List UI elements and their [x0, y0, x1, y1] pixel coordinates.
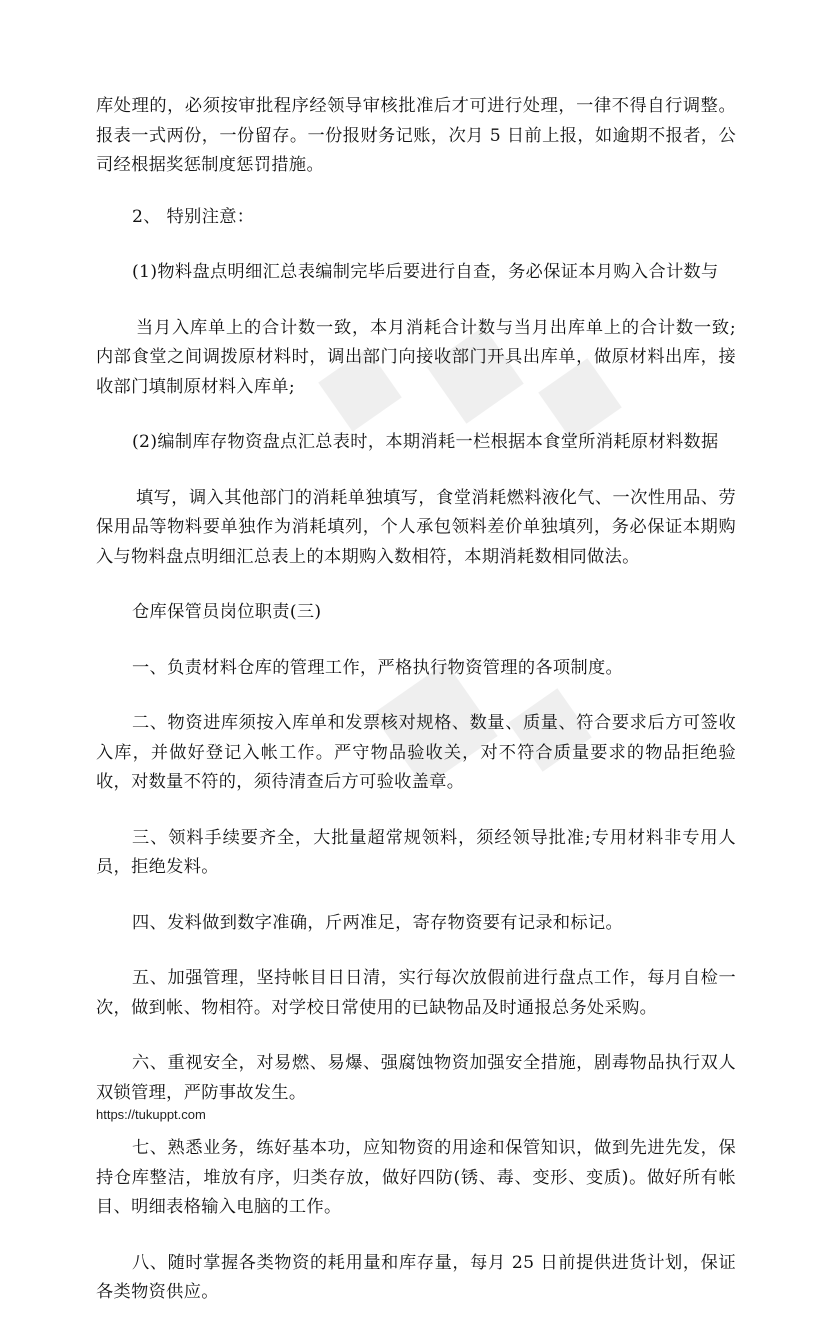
duty-item-5: 五、加强管理，坚持帐目日日清，实行每次放假前进行盘点工作，每月自检一次，做到帐、物相符。对学校日常使用的已缺物品及时通报总务处采购。	[96, 968, 736, 1018]
duty-item-1: 一、负责材料仓库的管理工作，严格执行物资管理的各项制度。	[132, 657, 624, 678]
duty-item-6: 六、重视安全，对易燃、易爆、强腐蚀物资加强安全措施，剧毒物品执行双人双锁管理，严防事故发生。	[96, 1053, 736, 1103]
paragraph-note-2-continued: 填写，调入其他部门的消耗单独填写，食堂消耗燃料液化气、一次性用品、劳保用品等物料要单独作为消耗填列，个人承包领料差价单独填列，务必保证本期购入与物料盘点明细汇总表上的本期购入数相符，本期消耗数相同做法。	[96, 487, 736, 567]
duty-item-7: 七、熟悉业务，练好基本功，应知物资的用途和保管知识，做到先进先发，保持仓库整洁，堆放有序，归类存放，做好四防(锈、毒、变形、变质)。做好所有帐目、明细表格输入电脑的工作。	[96, 1138, 736, 1217]
duty-item-8: 八、随时掌握各类物资的耗用量和库存量，每月 25 日前提供进货计划，保证各类物资供应。	[96, 1252, 736, 1302]
duty-item-4: 四、发料做到数字准确，斤两准足，寄存物资要有记录和标记。	[132, 912, 624, 933]
paragraph-special-notice-heading: 2、 特别注意：	[132, 206, 255, 227]
paragraph-continued-inventory: 库处理的，必须按审批程序经领导审核批准后才可进行处理，一律不得自行调整。报表一式两份，一份留存。一份报财务记账，次月 5 日前上报，如逾期不报者，公司经根据奖惩制度惩罚措施。	[96, 96, 736, 175]
footer-url: https://tukuppt.com	[96, 1107, 206, 1122]
paragraph-note-2-start: (2)编制库存物资盘点汇总表时，本期消耗一栏根据本食堂所消耗原材料数据	[132, 432, 719, 452]
duty-item-3: 三、领料手续要齐全，大批量超常规领料，须经领导批准;专用材料非专用人员，拒绝发料。	[96, 827, 736, 877]
duty-item-2: 二、物资进库须按入库单和发票核对规格、数量、质量、符合要求后方可签收入库，并做好登记入帐工作。严守物品验收关，对不符合质量要求的物品拒绝验收，对数量不符的，须待清查后方可验收盖章。	[96, 713, 736, 792]
paragraph-note-1-continued: 当月入库单上的合计数一致，本月消耗合计数与当月出库单上的合计数一致;内部食堂之间调拨原材料时，调出部门向接收部门开具出库单，做原材料出库，接收部门填制原材料入库单;	[96, 317, 736, 397]
section-title-warehouse-duties-3: 仓库保管员岗位职责(三)	[132, 602, 322, 622]
paragraph-note-1-start: (1)物料盘点明细汇总表编制完毕后要进行自查，务必保证本月购入合计数与	[132, 262, 719, 282]
document-body	[96, 92, 736, 1334]
